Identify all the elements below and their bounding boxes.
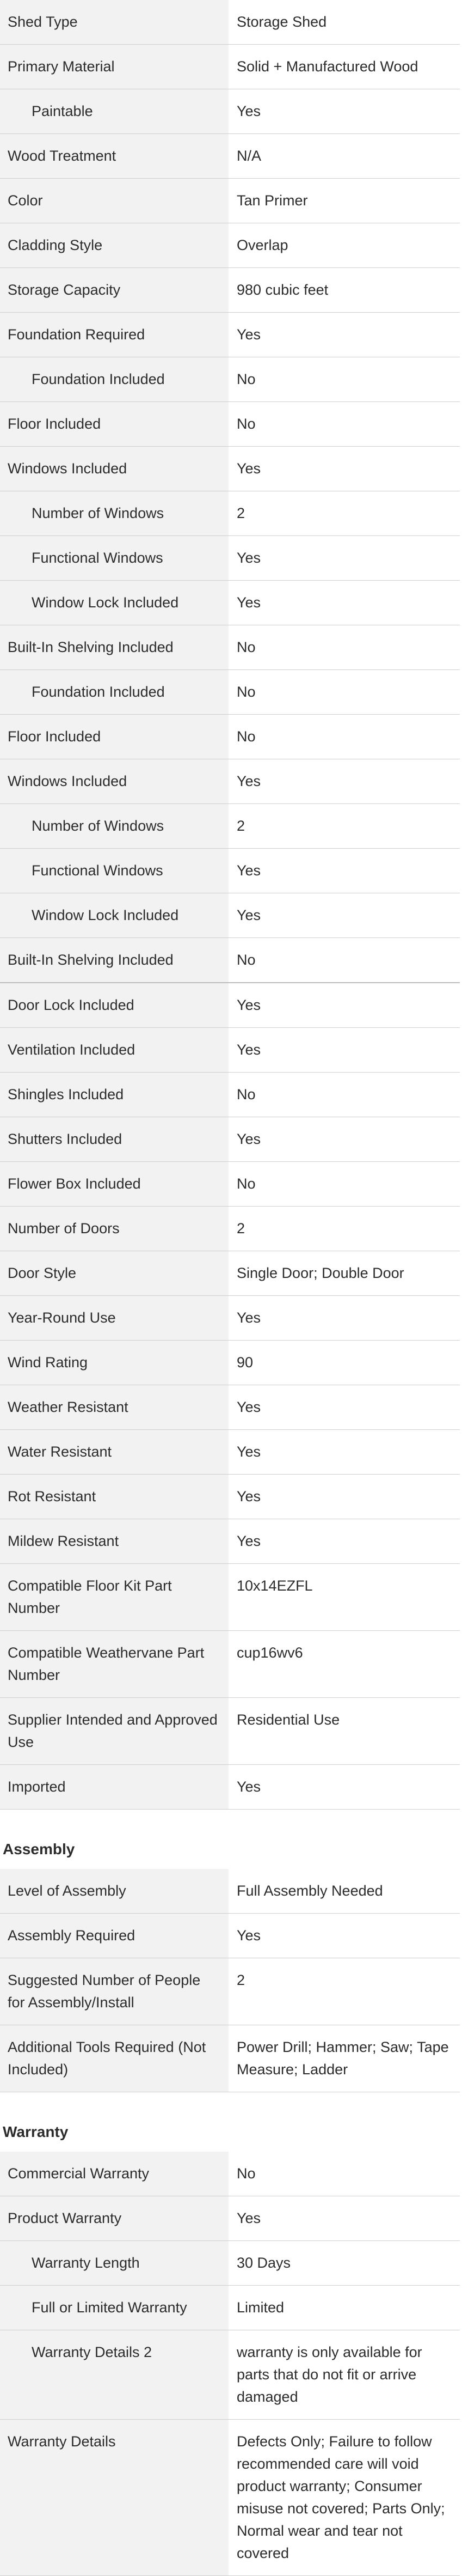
spec-label: Year-Round Use xyxy=(0,1296,229,1340)
assembly-label: Suggested Number of People for Assembly/Install xyxy=(0,1958,229,2025)
spec-label: Cladding Style xyxy=(0,223,229,267)
section-gap xyxy=(0,2092,460,2111)
spec-row xyxy=(0,1162,460,1207)
spec-row xyxy=(0,179,460,223)
warranty-value: Defects Only; Failure to follow recommended care will void product warranty; Consumer misuse not covered; Parts Only; Normal wear and tear not covered xyxy=(229,2420,460,2575)
warranty-label: Warranty Details 2 xyxy=(0,2330,229,2419)
spec-label: Mildew Resistant xyxy=(0,1519,229,1563)
spec-row xyxy=(0,1073,460,1117)
assembly-section-title: Assembly xyxy=(3,1841,75,1858)
spec-row xyxy=(0,1631,460,1698)
spec-label: Foundation Included xyxy=(0,357,229,401)
spec-label: Supplier Intended and Approved Use xyxy=(0,1698,229,1764)
warranty-value: No xyxy=(229,2152,460,2196)
spec-label: Flower Box Included xyxy=(0,1162,229,1206)
spec-value: Yes xyxy=(229,1519,460,1563)
spec-value: No xyxy=(229,402,460,446)
warranty-row xyxy=(0,2330,460,2420)
spec-row xyxy=(0,1028,460,1073)
spec-value: 10x14EZFL xyxy=(229,1564,460,1630)
spec-label: Weather Resistant xyxy=(0,1385,229,1429)
spec-value: 2 xyxy=(229,1207,460,1251)
spec-label: Paintable xyxy=(0,89,229,133)
assembly-label: Level of Assembly xyxy=(0,1869,229,1913)
spec-row xyxy=(0,1430,460,1475)
spec-value: cup16wv6 xyxy=(229,1631,460,1697)
spec-value: No xyxy=(229,938,460,982)
spec-value: No xyxy=(229,670,460,714)
spec-value: Residential Use xyxy=(229,1698,460,1764)
spec-value: Yes xyxy=(229,1430,460,1474)
spec-value: Solid + Manufactured Wood xyxy=(229,45,460,89)
warranty-row xyxy=(0,2286,460,2330)
spec-row xyxy=(0,1765,460,1810)
spec-label: Number of Windows xyxy=(0,804,229,848)
spec-value: No xyxy=(229,1162,460,1206)
spec-row xyxy=(0,45,460,89)
spec-label: Wind Rating xyxy=(0,1341,229,1385)
spec-row xyxy=(0,1207,460,1251)
warranty-row xyxy=(0,2420,460,2576)
spec-label: Window Lock Included xyxy=(0,893,229,937)
spec-row xyxy=(0,1564,460,1631)
spec-label: Foundation Included xyxy=(0,670,229,714)
spec-row xyxy=(0,268,460,313)
spec-row xyxy=(0,0,460,45)
assembly-value: Power Drill; Hammer; Saw; Tape Measure; Ladder xyxy=(229,2025,460,2092)
spec-value: No xyxy=(229,625,460,669)
warranty-label: Warranty Details xyxy=(0,2420,229,2575)
warranty-label: Product Warranty xyxy=(0,2196,229,2240)
spec-value: 980 cubic feet xyxy=(229,268,460,312)
spec-label: Windows Included xyxy=(0,759,229,803)
spec-value: Yes xyxy=(229,1765,460,1809)
assembly-row xyxy=(0,2025,460,2092)
spec-value: Yes xyxy=(229,983,460,1027)
assembly-label: Assembly Required xyxy=(0,1914,229,1958)
spec-label: Primary Material xyxy=(0,45,229,89)
spec-label: Built-In Shelving Included xyxy=(0,625,229,669)
spec-row xyxy=(0,134,460,179)
spec-value: Yes xyxy=(229,1117,460,1161)
spec-value: Yes xyxy=(229,89,460,133)
spec-row xyxy=(0,313,460,357)
spec-row xyxy=(0,491,460,536)
spec-label: Imported xyxy=(0,1765,229,1809)
spec-value: 2 xyxy=(229,804,460,848)
spec-value: Tan Primer xyxy=(229,179,460,223)
spec-value: Yes xyxy=(229,1028,460,1072)
spec-row xyxy=(0,447,460,491)
spec-label: Storage Capacity xyxy=(0,268,229,312)
warranty-value: Limited xyxy=(229,2286,460,2330)
warranty-label: Commercial Warranty xyxy=(0,2152,229,2196)
spec-row xyxy=(0,670,460,715)
spec-label: Ventilation Included xyxy=(0,1028,229,1072)
spec-value: Yes xyxy=(229,313,460,357)
spec-value: Yes xyxy=(229,893,460,937)
spec-value: Yes xyxy=(229,536,460,580)
spec-label: Rot Resistant xyxy=(0,1475,229,1519)
spec-row xyxy=(0,625,460,670)
spec-label: Window Lock Included xyxy=(0,581,229,625)
spec-row xyxy=(0,1251,460,1296)
spec-row xyxy=(0,804,460,849)
spec-row xyxy=(0,1296,460,1341)
section-gap xyxy=(0,1810,460,1829)
spec-value: No xyxy=(229,357,460,401)
spec-value: Storage Shed xyxy=(229,0,460,44)
assembly-row xyxy=(0,1958,460,2025)
spec-label: Water Resistant xyxy=(0,1430,229,1474)
spec-value: Yes xyxy=(229,1475,460,1519)
spec-row xyxy=(0,938,460,983)
spec-value: No xyxy=(229,715,460,759)
spec-label: Shutters Included xyxy=(0,1117,229,1161)
spec-row xyxy=(0,1341,460,1385)
spec-value: Overlap xyxy=(229,223,460,267)
spec-row xyxy=(0,581,460,625)
spec-value: Yes xyxy=(229,447,460,491)
spec-row xyxy=(0,1475,460,1519)
warranty-label: Warranty Length xyxy=(0,2241,229,2285)
spec-row xyxy=(0,223,460,268)
spec-label: Door Style xyxy=(0,1251,229,1295)
warranty-label: Full or Limited Warranty xyxy=(0,2286,229,2330)
assembly-value: Yes xyxy=(229,1914,460,1958)
spec-row xyxy=(0,1117,460,1162)
spec-value: 90 xyxy=(229,1341,460,1385)
spec-value: N/A xyxy=(229,134,460,178)
assembly-label: Additional Tools Required (Not Included) xyxy=(0,2025,229,2092)
spec-row xyxy=(0,849,460,893)
spec-value: Yes xyxy=(229,849,460,893)
spec-label: Floor Included xyxy=(0,402,229,446)
spec-row xyxy=(0,893,460,938)
spec-value: Yes xyxy=(229,1385,460,1429)
warranty-row xyxy=(0,2196,460,2241)
spec-value: 2 xyxy=(229,491,460,535)
spec-label: Built-In Shelving Included xyxy=(0,938,229,982)
spec-value: Yes xyxy=(229,581,460,625)
spec-label: Shingles Included xyxy=(0,1073,229,1117)
spec-row xyxy=(0,1385,460,1430)
spec-row xyxy=(0,357,460,402)
spec-row xyxy=(0,1519,460,1564)
spec-label: Compatible Weathervane Part Number xyxy=(0,1631,229,1697)
spec-label: Compatible Floor Kit Part Number xyxy=(0,1564,229,1630)
assembly-row xyxy=(0,1869,460,1914)
spec-label: Functional Windows xyxy=(0,536,229,580)
assembly-row xyxy=(0,1914,460,1958)
spec-label: Door Lock Included xyxy=(0,983,229,1027)
spec-row xyxy=(0,1698,460,1765)
spec-row xyxy=(0,536,460,581)
warranty-row xyxy=(0,2152,460,2196)
assembly-value: 2 xyxy=(229,1958,460,2025)
spec-row xyxy=(0,402,460,447)
spec-label: Functional Windows xyxy=(0,849,229,893)
warranty-value: warranty is only available for parts that do not fit or arrive damaged xyxy=(229,2330,460,2419)
spec-row xyxy=(0,89,460,134)
spec-label: Floor Included xyxy=(0,715,229,759)
assembly-value: Full Assembly Needed xyxy=(229,1869,460,1913)
spec-value: No xyxy=(229,1073,460,1117)
spec-label: Windows Included xyxy=(0,447,229,491)
spec-row xyxy=(0,759,460,804)
spec-label: Shed Type xyxy=(0,0,229,44)
spec-label: Number of Doors xyxy=(0,1207,229,1251)
spec-label: Foundation Required xyxy=(0,313,229,357)
warranty-row xyxy=(0,2241,460,2286)
spec-label: Number of Windows xyxy=(0,491,229,535)
spec-value: Yes xyxy=(229,759,460,803)
warranty-value: 30 Days xyxy=(229,2241,460,2285)
spec-value: Single Door; Double Door xyxy=(229,1251,460,1295)
spec-row xyxy=(0,983,460,1028)
warranty-section-title: Warranty xyxy=(3,2123,69,2140)
spec-label: Color xyxy=(0,179,229,223)
spec-row xyxy=(0,715,460,759)
warranty-value: Yes xyxy=(229,2196,460,2240)
spec-value: Yes xyxy=(229,1296,460,1340)
spec-label: Wood Treatment xyxy=(0,134,229,178)
